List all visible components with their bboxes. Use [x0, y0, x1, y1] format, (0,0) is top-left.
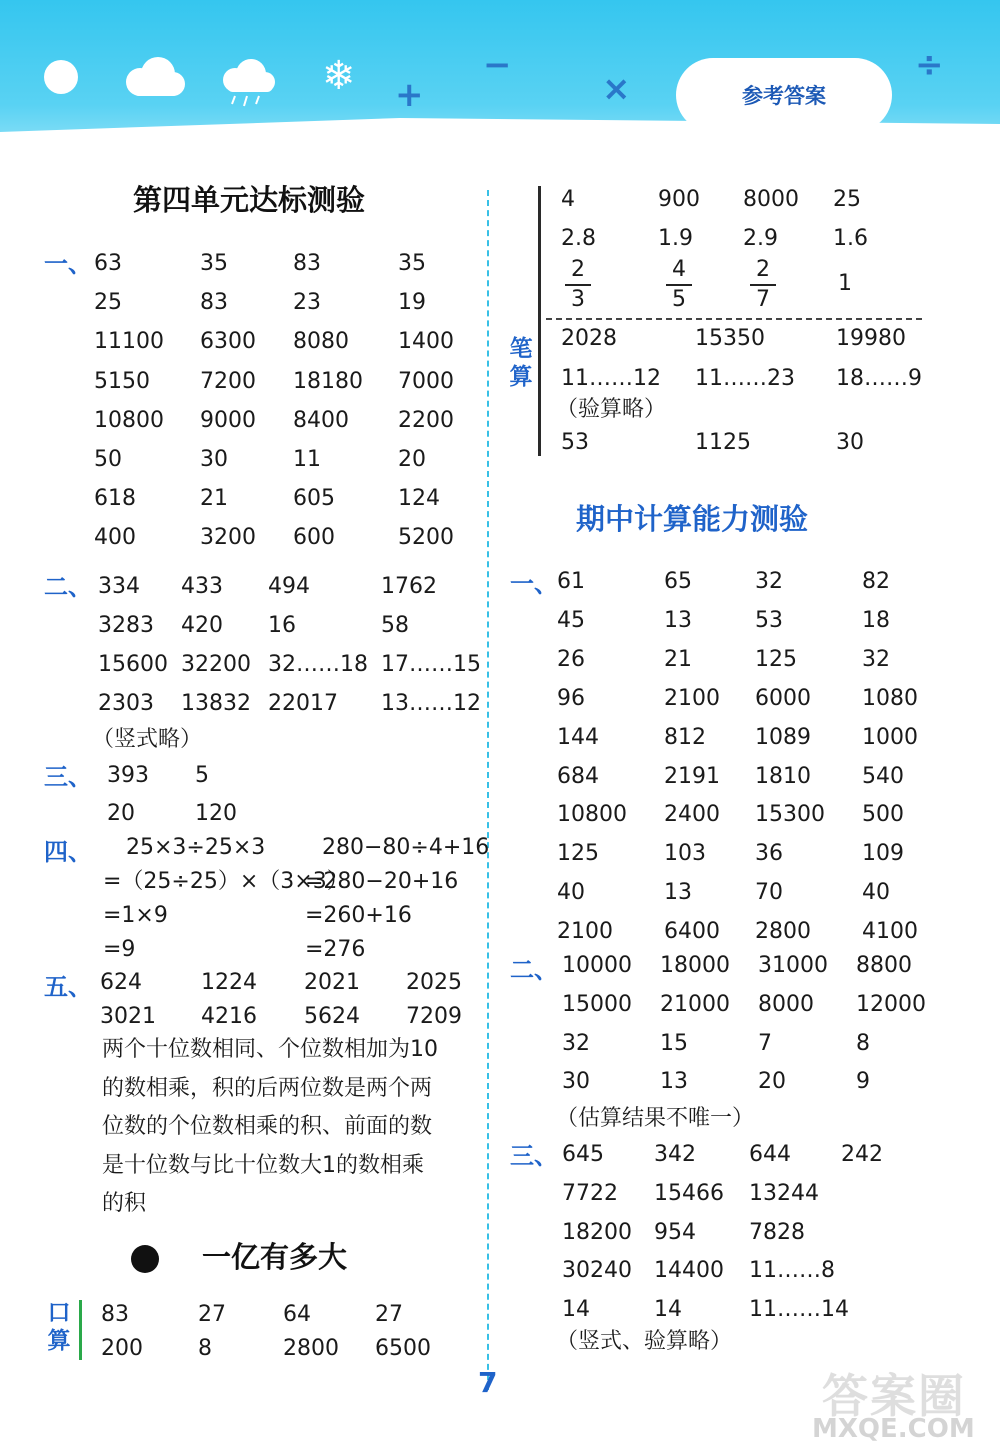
unit4-section3-label: 三、	[44, 763, 92, 791]
fraction-numerator: 2	[571, 257, 585, 282]
midterm-s3-cell: 645	[562, 1142, 604, 1167]
fraction-bar	[565, 284, 591, 286]
midterm-s3-cell: 242	[841, 1142, 883, 1167]
unit4-s2-cell: 1762	[381, 574, 437, 599]
unit4-s1-cell: 50	[94, 447, 122, 472]
written-label-char-1: 笔	[509, 336, 533, 362]
yiyi-cell: 64	[283, 1302, 311, 1327]
unit4-s5-cell: 4216	[201, 1004, 257, 1029]
unit4-s4-right-step: =260+16	[305, 903, 412, 928]
unit4-s1-cell: 63	[94, 251, 122, 276]
unit4-s2-cell: 32……18	[268, 652, 368, 677]
midterm-s1-cell: 125	[755, 646, 797, 672]
unit4-s1-cell: 3200	[200, 525, 256, 551]
unit4-s1-cell: 618	[94, 486, 136, 512]
unit4-s1-cell: 2200	[398, 407, 454, 433]
answer-key-badge: 参考答案	[676, 58, 892, 132]
written-calc-bar	[538, 186, 541, 456]
unit4-section5-label: 五、	[44, 973, 92, 1001]
unit4-s5-cell: 7209	[406, 1004, 462, 1029]
oral-label-char-1: 口	[47, 1300, 71, 1326]
midterm-section1-label: 一、	[510, 570, 558, 598]
unit4-s1-cell: 600	[293, 525, 335, 551]
midterm-s1-cell: 1810	[755, 763, 811, 789]
written-row6-cell: 30	[836, 430, 864, 455]
unit4-s2-cell: 433	[181, 574, 223, 599]
midterm-s1-cell: 13	[664, 880, 692, 906]
fraction-numerator: 2	[756, 257, 770, 282]
midterm-s1-cell: 2100	[664, 685, 720, 711]
unit4-s1-cell: 30	[200, 447, 228, 472]
written-row1-cell: 900	[658, 187, 700, 212]
midterm-s3-cell: 954	[654, 1219, 696, 1245]
unit4-s2-cell: 17……15	[381, 652, 481, 677]
unit4-s2-cell: 32200	[181, 652, 251, 677]
midterm-s1-cell: 32	[755, 569, 783, 594]
yiyi-cell: 2800	[283, 1336, 339, 1361]
midterm-s1-cell: 2400	[664, 802, 720, 828]
written-row4-cell: 19980	[836, 326, 906, 351]
midterm-s1-cell: 540	[862, 763, 904, 789]
midterm-s1-cell: 500	[862, 802, 904, 828]
unit4-s1-cell: 5150	[94, 368, 150, 394]
fraction-denominator: 3	[571, 287, 585, 312]
yiyi-cell: 6500	[375, 1336, 431, 1361]
midterm-s3-cell: 14	[654, 1297, 682, 1323]
written-row6-cell: 53	[561, 430, 589, 455]
midterm-s2-cell: 13	[660, 1069, 688, 1095]
unit4-s3-cell: 5	[195, 763, 209, 788]
written-note: （验算略）	[556, 397, 667, 422]
unit4-s4-right-step: 280−80÷4+16	[322, 835, 490, 860]
midterm-s1-cell: 103	[664, 841, 706, 867]
unit4-s1-cell: 83	[200, 290, 228, 316]
unit4-s1-cell: 23	[293, 290, 321, 316]
rain-cloud-icon	[215, 58, 281, 110]
midterm-s1-cell: 70	[755, 880, 783, 906]
yiyi-cell: 8	[198, 1336, 212, 1361]
times-sign: ×	[602, 69, 631, 109]
unit4-s2-cell: 22017	[268, 691, 338, 716]
unit4-s2-cell: 16	[268, 613, 296, 638]
written-label-char-2: 算	[509, 363, 533, 390]
written-row1-cell: 4	[561, 187, 575, 212]
unit4-section2-note: （竖式略）	[92, 727, 203, 752]
unit4-s3-cell: 20	[107, 801, 135, 826]
unit4-s2-cell: 494	[268, 574, 310, 599]
midterm-s2-cell: 21000	[660, 991, 730, 1017]
midterm-s1-cell: 32	[862, 646, 890, 672]
midterm-s1-cell: 13	[664, 607, 692, 633]
midterm-s1-cell: 144	[557, 724, 599, 750]
unit4-s2-cell: 420	[181, 613, 223, 638]
unit4-s3-cell: 120	[195, 801, 237, 826]
watermark-url: MXQE.COM	[812, 1414, 975, 1444]
midterm-s2-cell: 15	[660, 1030, 688, 1056]
unit4-s1-cell: 124	[398, 486, 440, 512]
midterm-s1-cell: 15300	[755, 802, 825, 828]
midterm-section2-note: （估算结果不唯一）	[556, 1106, 755, 1131]
midterm-s1-cell: 6000	[755, 685, 811, 711]
midterm-s3-cell: 11……8	[749, 1258, 835, 1284]
midterm-title: 期中计算能力测验	[576, 502, 809, 536]
midterm-s2-cell: 32	[562, 1030, 590, 1056]
unit4-s1-cell: 25	[94, 290, 122, 316]
fraction-numerator: 4	[672, 257, 686, 282]
midterm-s1-cell: 2800	[755, 919, 811, 945]
midterm-s3-cell: 342	[654, 1142, 696, 1167]
midterm-s3-cell: 644	[749, 1142, 791, 1167]
unit4-s1-cell: 9000	[200, 407, 256, 433]
unit4-s1-cell: 8400	[293, 407, 349, 433]
unit4-s1-cell: 18180	[293, 368, 363, 394]
unit4-s1-cell: 7000	[398, 368, 454, 394]
written-row1-cell: 25	[833, 187, 861, 212]
written-calc-label	[508, 336, 534, 391]
fraction-bar	[750, 284, 776, 286]
midterm-s1-cell: 125	[557, 841, 599, 867]
written-fraction	[750, 259, 776, 311]
unit4-s5-cell: 5624	[304, 1004, 360, 1029]
written-row5-cell: 11……23	[695, 366, 795, 391]
unit4-s5-cell: 1224	[201, 970, 257, 995]
midterm-s1-cell: 2100	[557, 919, 613, 945]
midterm-s3-cell: 14	[562, 1297, 590, 1323]
unit4-s1-cell: 6300	[200, 329, 256, 355]
unit4-s1-cell: 11	[293, 447, 321, 472]
midterm-s3-cell: 15466	[654, 1180, 724, 1206]
written-row2-cell: 1.6	[833, 226, 868, 251]
midterm-s1-cell: 1080	[862, 685, 918, 711]
midterm-s2-cell: 9	[856, 1069, 870, 1095]
midterm-section3-note: （竖式、验算略）	[556, 1329, 733, 1354]
unit4-s2-cell: 58	[381, 613, 409, 638]
yiyi-cell: 27	[198, 1302, 226, 1327]
written-frac-last: 1	[838, 271, 852, 296]
midterm-s1-cell: 6400	[664, 919, 720, 945]
midterm-s2-cell: 7	[758, 1030, 772, 1056]
midterm-s1-cell: 45	[557, 607, 585, 633]
unit4-s5-cell: 2021	[304, 970, 360, 995]
unit4-s1-cell: 1400	[398, 329, 454, 355]
divide-sign: ÷	[915, 45, 944, 85]
unit4-s5-text-line: 是十位数与比十位数大1的数相乘	[102, 1152, 424, 1178]
unit4-s1-cell: 10800	[94, 407, 164, 433]
written-fraction	[565, 259, 591, 311]
unit4-s1-cell: 5200	[398, 525, 454, 551]
unit4-title: 第四单元达标测验	[133, 183, 366, 217]
midterm-s1-cell: 40	[557, 880, 585, 906]
unit4-s1-cell: 20	[398, 447, 426, 472]
midterm-s1-cell: 61	[557, 569, 585, 594]
page-number: 7	[478, 1366, 498, 1399]
unit4-s2-cell: 3283	[98, 613, 154, 638]
unit4-s4-left-step: =1×9	[103, 903, 168, 928]
written-row1-cell: 8000	[743, 187, 799, 212]
unit4-s2-cell: 2303	[98, 691, 154, 716]
unit4-s1-cell: 21	[200, 486, 228, 512]
midterm-s3-cell: 7722	[562, 1180, 618, 1206]
midterm-s1-cell: 96	[557, 685, 585, 711]
column-divider	[487, 190, 489, 1390]
watermark-logo: 答案圈	[822, 1369, 966, 1423]
unit4-s1-cell: 35	[200, 251, 228, 276]
midterm-s3-cell: 11……14	[749, 1297, 849, 1323]
unit4-s2-cell: 13……12	[381, 691, 481, 716]
bullet-dot	[131, 1245, 159, 1273]
oral-calc-label	[46, 1300, 72, 1355]
written-fraction	[666, 259, 692, 311]
fraction-bar	[666, 284, 692, 286]
unit4-s3-cell: 393	[107, 763, 149, 788]
midterm-s2-cell: 31000	[758, 953, 828, 978]
midterm-s2-cell: 8	[856, 1030, 870, 1056]
midterm-s1-cell: 812	[664, 724, 706, 750]
fraction-denominator: 7	[756, 287, 770, 312]
unit4-s5-text-line: 位数的个位数相乘的积、前面的数	[102, 1114, 433, 1139]
unit4-s5-cell: 2025	[406, 970, 462, 995]
written-row5-cell: 18……9	[836, 366, 922, 391]
minus-sign: −	[483, 45, 512, 85]
unit4-s5-cell: 3021	[100, 1004, 156, 1029]
yiyi-cell: 27	[375, 1302, 403, 1327]
midterm-s1-cell: 4100	[862, 919, 918, 945]
unit4-s1-cell: 400	[94, 525, 136, 551]
midterm-s3-cell: 30240	[562, 1258, 632, 1284]
yiyi-cell: 200	[101, 1336, 143, 1361]
written-row6-cell: 1125	[695, 430, 751, 455]
unit4-section1-label: 一、	[44, 250, 92, 278]
midterm-s1-cell: 40	[862, 880, 890, 906]
unit4-s5-text-line: 的数相乘，积的后两位数是两个两	[102, 1075, 433, 1101]
midterm-s3-cell: 14400	[654, 1258, 724, 1284]
yiyi-title: 一亿有多大	[202, 1240, 348, 1274]
written-row4-cell: 2028	[561, 326, 617, 351]
unit4-s4-right-step: =276	[305, 937, 366, 962]
written-row2-cell: 1.9	[658, 226, 693, 251]
sun-icon	[44, 60, 78, 94]
unit4-s5-text-line: 的积	[102, 1191, 147, 1216]
midterm-s1-cell: 2191	[664, 763, 720, 789]
midterm-s1-cell: 65	[664, 569, 692, 594]
oral-calc-bar	[79, 1300, 82, 1360]
unit4-s5-cell: 624	[100, 970, 142, 995]
unit4-s4-left-step: 25×3÷25×3	[126, 835, 266, 860]
midterm-s2-cell: 10000	[562, 953, 632, 978]
unit4-s1-cell: 11100	[94, 329, 164, 355]
unit4-s1-cell: 35	[398, 251, 426, 276]
midterm-s1-cell: 684	[557, 763, 599, 789]
midterm-s1-cell: 82	[862, 569, 890, 594]
midterm-s1-cell: 21	[664, 646, 692, 672]
unit4-section4-label: 四、	[44, 838, 92, 866]
unit4-s2-cell: 15600	[98, 652, 168, 677]
unit4-s2-cell: 334	[98, 574, 140, 599]
unit4-section2-label: 二、	[44, 573, 92, 601]
unit4-s1-cell: 83	[293, 251, 321, 276]
midterm-s2-cell: 20	[758, 1069, 786, 1095]
midterm-s1-cell: 10800	[557, 802, 627, 828]
midterm-s2-cell: 30	[562, 1069, 590, 1095]
unit4-s1-cell: 8080	[293, 329, 349, 355]
unit4-s2-cell: 13832	[181, 691, 251, 716]
written-row5-cell: 11……12	[561, 366, 661, 391]
unit4-s1-cell: 19	[398, 290, 426, 316]
fraction-denominator: 5	[672, 287, 686, 312]
unit4-s1-cell: 7200	[200, 368, 256, 394]
midterm-s3-cell: 18200	[562, 1219, 632, 1245]
midterm-section2-label: 二、	[510, 956, 558, 984]
midterm-s3-cell: 13244	[749, 1180, 819, 1206]
midterm-s2-cell: 8000	[758, 991, 814, 1017]
midterm-s2-cell: 15000	[562, 991, 632, 1017]
unit4-s4-right-step: =280−20+16	[305, 869, 459, 894]
midterm-s2-cell: 18000	[660, 953, 730, 978]
midterm-s1-cell: 36	[755, 841, 783, 867]
cloud-icon	[118, 54, 188, 100]
midterm-s1-cell: 1089	[755, 724, 811, 750]
plus-sign: +	[395, 75, 424, 115]
unit4-s4-left-step: =（25÷25）×（3×3）	[103, 869, 349, 894]
written-row2-cell: 2.9	[743, 226, 778, 251]
midterm-s1-cell: 53	[755, 607, 783, 633]
written-row4-cell: 15350	[695, 326, 765, 351]
midterm-s2-cell: 8800	[856, 953, 912, 978]
snowflake-icon: ❄	[322, 53, 356, 99]
written-row2-cell: 2.8	[561, 226, 596, 251]
unit4-s1-cell: 605	[293, 486, 335, 512]
midterm-s1-cell: 1000	[862, 724, 918, 750]
midterm-s1-cell: 18	[862, 607, 890, 633]
midterm-s1-cell: 26	[557, 646, 585, 672]
unit4-s4-left-step: =9	[103, 937, 136, 962]
midterm-section3-label: 三、	[510, 1142, 558, 1170]
oral-label-char-2: 算	[47, 1327, 71, 1354]
written-calc-separator	[546, 318, 922, 320]
yiyi-cell: 83	[101, 1302, 129, 1327]
unit4-s5-text-line: 两个十位数相同、个位数相加为10	[102, 1037, 438, 1062]
midterm-s1-cell: 109	[862, 841, 904, 867]
midterm-s2-cell: 12000	[856, 991, 926, 1017]
midterm-s3-cell: 7828	[749, 1219, 805, 1245]
